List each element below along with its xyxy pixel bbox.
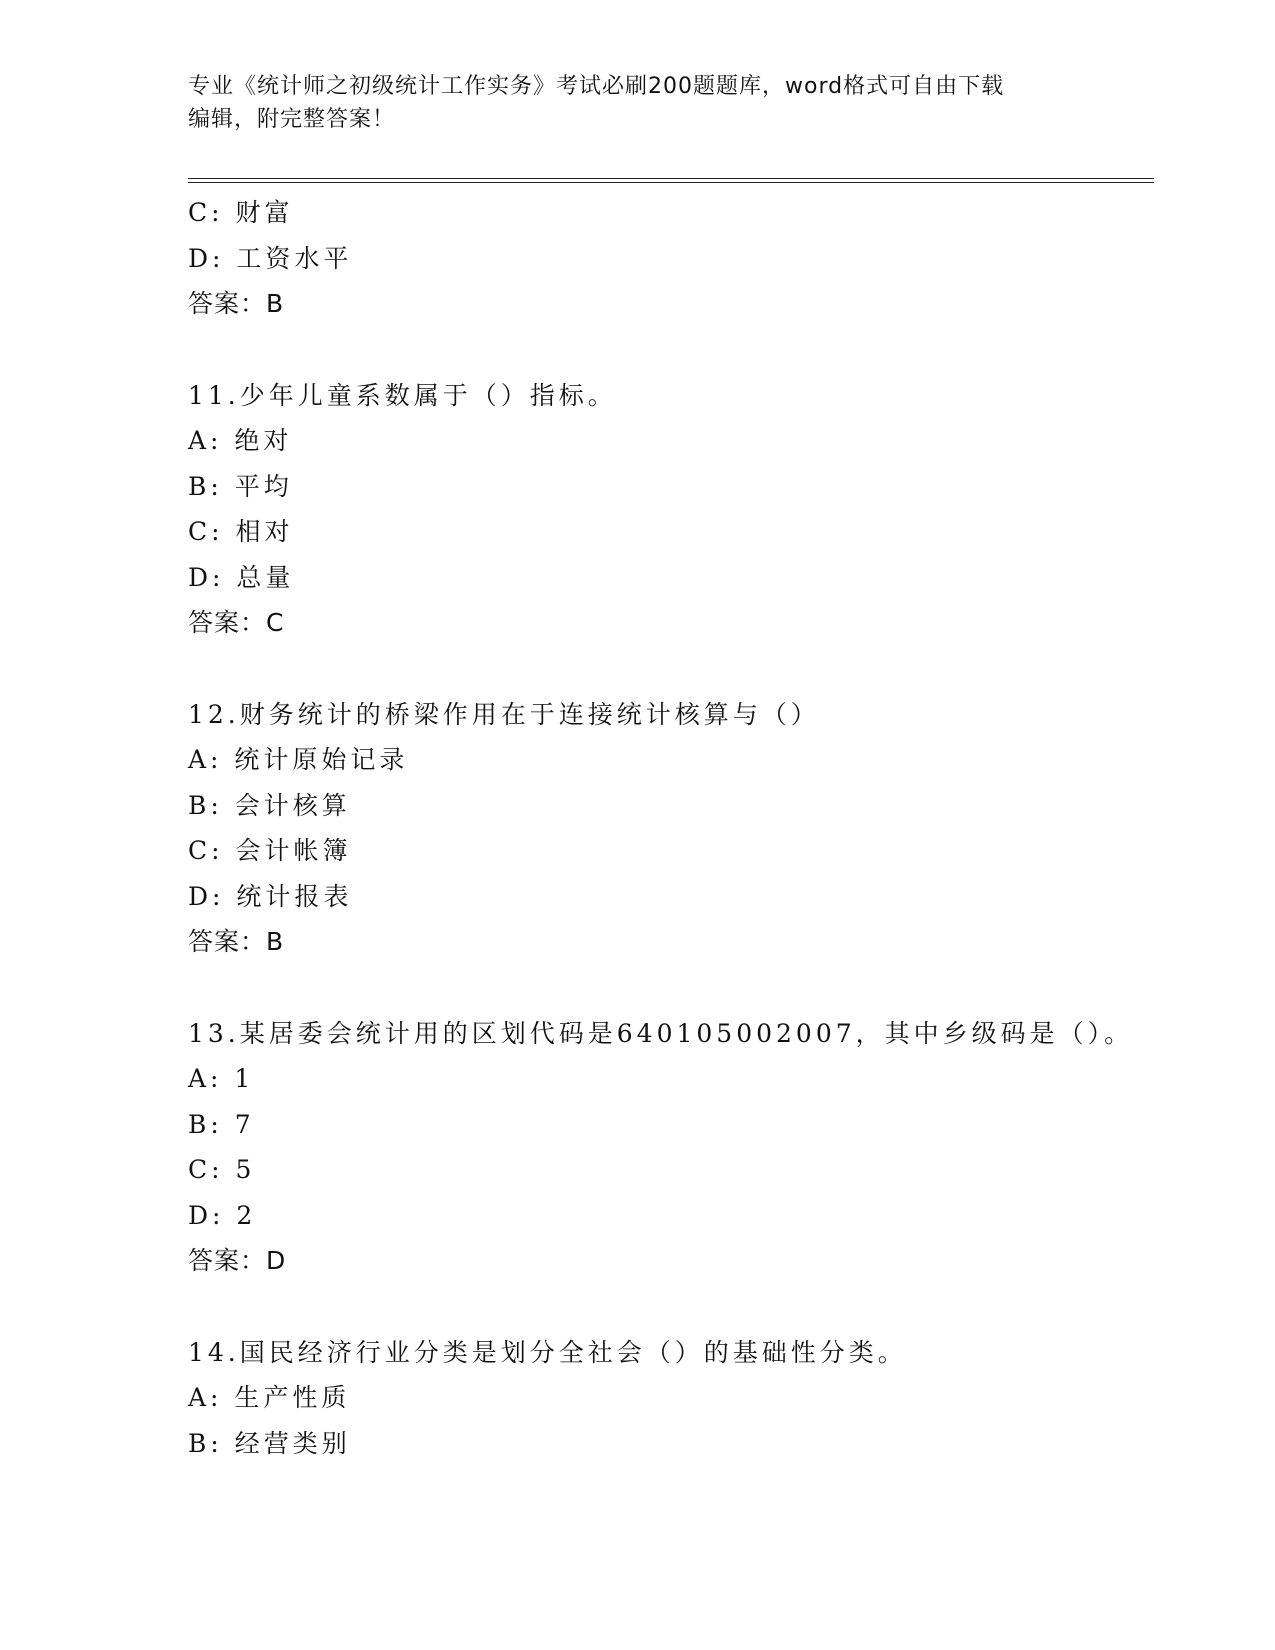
- question-block-14: [188, 1330, 1154, 1467]
- option-a: A: 绝对: [188, 426, 293, 455]
- option-a: A: 统计原始记录: [188, 745, 409, 774]
- option-b: B: 平均: [188, 471, 293, 501]
- answer-label: 答案：B: [188, 927, 285, 956]
- option-c: C: 5: [188, 1155, 256, 1184]
- answer-label: 答案：D: [188, 1246, 287, 1275]
- question-block-11: [188, 373, 1154, 646]
- option-b: B: 经营类别: [188, 1428, 351, 1458]
- answer-label: 答案：B: [188, 289, 285, 318]
- option-a: A: 生产性质: [188, 1383, 351, 1412]
- answer-label: 答案：C: [188, 608, 285, 637]
- option-c: C: 财富: [188, 198, 294, 227]
- header-divider-top: [188, 178, 1154, 179]
- option-d: D: 工资水平: [188, 243, 353, 273]
- option-c: C: 相对: [188, 517, 294, 546]
- header-line-1: 专业《统计师之初级统计工作实务》考试必刷200题题库，word格式可自由下载: [188, 74, 1005, 99]
- question-text: 12.财务统计的桥梁作用在于连接统计核算与（）: [188, 699, 820, 729]
- document-header: [188, 70, 1068, 136]
- header-divider-bottom: [188, 182, 1154, 183]
- question-block-12: [188, 692, 1154, 965]
- option-a: A: 1: [188, 1064, 255, 1093]
- question-block-13: [188, 1011, 1154, 1284]
- question-list: [188, 190, 1154, 1466]
- option-d: D: 2: [188, 1200, 257, 1230]
- question-text: 13.某居委会统计用的区划代码是640105002007，其中乡级码是（）。: [188, 1018, 1134, 1048]
- header-line-2: 编辑，附完整答案！: [188, 107, 396, 132]
- question-text: 14.国民经济行业分类是划分全社会（）的基础性分类。: [188, 1337, 907, 1367]
- option-d: D: 总量: [188, 562, 295, 592]
- option-d: D: 统计报表: [188, 881, 353, 911]
- option-b: B: 7: [188, 1109, 255, 1139]
- option-c: C: 会计帐簿: [188, 836, 352, 865]
- question-block-10: [188, 190, 1154, 327]
- question-text: 11.少年儿童系数属于（）指标。: [188, 380, 617, 410]
- option-b: B: 会计核算: [188, 790, 351, 820]
